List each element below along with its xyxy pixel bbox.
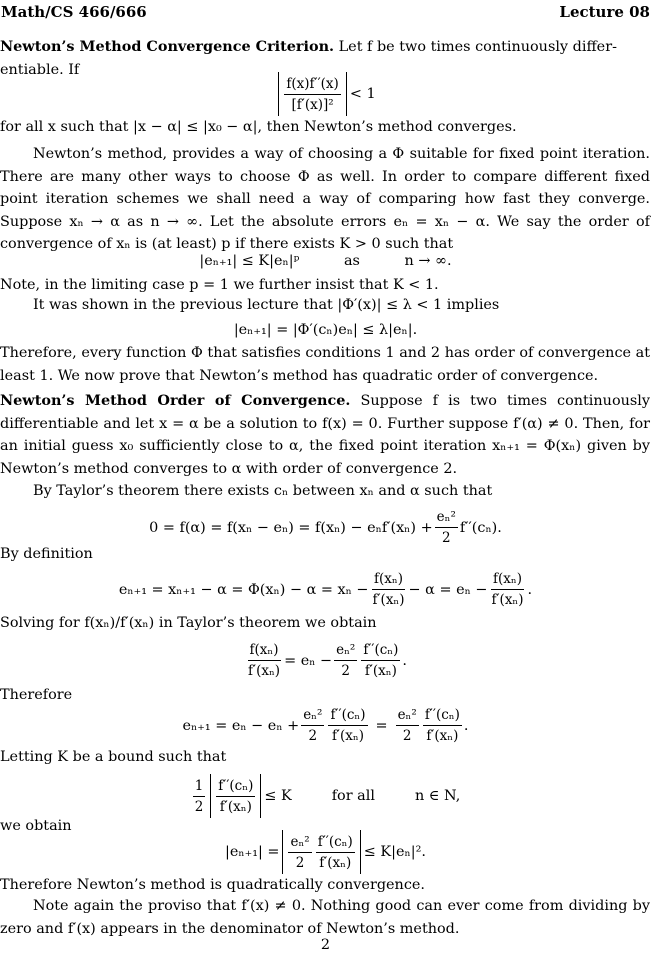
error-def-part-b: − α = eₙ − [408, 581, 488, 598]
taylor-paragraph: By Taylor’s theorem there exists cₙ between xₙ and α such that [33, 483, 493, 499]
order-equation-lhs: |eₙ₊₁| ≤ K|eₙ|ᵖ [199, 253, 300, 269]
error-definition-equation [0, 570, 651, 609]
solved-end: . [402, 652, 407, 669]
bound-frac-num: f′′(cₙ) [216, 777, 255, 797]
course-header: Math/CS 466/666 [1, 3, 147, 21]
recursion-frac2-num: f′′(cₙ) [328, 706, 367, 726]
quadratic-frac1-den: 2 [295, 854, 305, 871]
criterion-equation [0, 72, 651, 122]
bound-forall: for all [331, 788, 375, 804]
error-def-end: . [527, 581, 533, 598]
solved-frac3-num: f′′(cₙ) [361, 641, 400, 661]
order-theorem-title: Newton’s Method Order of Convergence. [0, 392, 351, 409]
solved-mid: = eₙ − [284, 652, 333, 669]
order-theorem-paragraph [0, 390, 650, 480]
order-definition-paragraph: Newton’s method, provides a way of choosing a Φ suitable for fixed point iteration. There are many other ways to choose Φ as well. In order to compare different fixed point iteration schemes we shall need a way of comparing how fast they converge. Suppose xₙ → α as n → ∞. Let the absolute errors eₙ = xₙ − α. We say the order of convergence of xₙ is (at least) p if there exists K > 0 such that [0, 146, 650, 253]
order-equation-as: as [343, 253, 360, 269]
bound-condition: n ∈ N, [414, 788, 461, 804]
bound-half-num: 1 [193, 777, 206, 797]
bound-rhs: ≤ K [264, 788, 292, 804]
order-equation-rhs: n → ∞. [404, 253, 452, 269]
recursion-frac3-num: eₙ² [396, 706, 419, 726]
bound-equation [0, 774, 651, 818]
order-theorem-text: Suppose f is two times continuously differentiable and let x = α be a solution to f(x) = 0. Further suppose f′(α) ≠ 0. Then, for an initial guess x₀ sufficiently close to α, the fixed point iteration xₙ₊₁ = Φ(xₙ) given by Newton’s method converges to α with order of convergence 2. [0, 393, 651, 477]
quadratic-frac2-den: f′(xₙ) [319, 854, 352, 871]
criterion-text-2: entiable. If [0, 61, 80, 78]
taylor-frac-den: 2 [442, 530, 451, 546]
bound-frac-den: f′(xₙ) [219, 798, 252, 815]
error-def-den: f′(xₙ) [372, 592, 405, 608]
recursion-frac2-den: f′(xₙ) [331, 728, 364, 744]
error-def-num: f(xₙ) [372, 570, 405, 590]
quadratic-conclusion: Therefore Newton’s method is quadratically convergence. [0, 877, 425, 893]
limiting-case-note: Note, in the limiting case p = 1 we further insist that K < 1. [0, 277, 439, 293]
quadratic-lhs: |eₙ₊₁| = [225, 844, 280, 860]
taylor-equation [0, 508, 651, 547]
by-definition-label: By definition [0, 546, 93, 562]
recursion-frac4-den: f′(xₙ) [426, 728, 459, 744]
taylor-frac-num: eₙ² [435, 508, 458, 528]
order-equation [0, 251, 651, 271]
recursion-frac1-den: 2 [308, 728, 318, 744]
recursion-frac3-den: 2 [402, 728, 412, 744]
solved-equation [0, 640, 651, 680]
recursion-end: . [463, 717, 469, 734]
solved-frac2-num: eₙ² [334, 641, 357, 661]
solved-frac3-den: f′(xₙ) [364, 663, 397, 679]
contraction-equation: |eₙ₊₁| = |Φ′(cₙ)eₙ| ≤ λ|eₙ|. [233, 322, 418, 338]
solved-frac2-den: 2 [341, 663, 351, 679]
solving-paragraph: Solving for f(xₙ)/f′(xₙ) in Taylor’s theorem we obtain [0, 615, 377, 631]
recursion-lhs: eₙ₊₁ = eₙ − eₙ + [182, 717, 300, 734]
bound-half-den: 2 [194, 798, 204, 815]
criterion-denominator: [f′(x)]² [291, 96, 334, 113]
criterion-rhs: < 1 [349, 86, 376, 102]
criterion-condition: for all x such that |x − α| ≤ |x₀ − α|, then Newton’s method converges. [0, 119, 517, 135]
criterion-numerator: f(x)f′′(x) [284, 75, 340, 95]
recursion-frac1-num: eₙ² [301, 706, 324, 726]
page-number: 2 [320, 937, 331, 953]
recursion-frac4-num: f′′(cₙ) [423, 706, 462, 726]
taylor-lhs: 0 = f(α) = f(xₙ − eₙ) = f(xₙ) − eₙf′(xₙ) + [149, 519, 433, 536]
recursion-equals: = [375, 717, 388, 734]
quadratic-frac2-num: f′′(cₙ) [316, 833, 355, 853]
error-def-den-2: f′(xₙ) [491, 592, 524, 608]
error-recursion-equation [0, 706, 651, 745]
we-obtain-label: we obtain [0, 818, 72, 834]
quadratic-frac1-num: eₙ² [288, 833, 311, 853]
order-at-least-one-paragraph: Therefore, every function Φ that satisfies conditions 1 and 2 has order of convergence at least 1. We now prove that Newton’s method has quadratic order of convergence. [0, 345, 650, 384]
error-def-num-2: f(xₙ) [491, 570, 524, 590]
bound-paragraph: Letting K be a bound such that [0, 749, 227, 765]
criterion-text: Let f be two times continuously differ- [338, 39, 617, 55]
lecture-header: Lecture 08 [559, 3, 650, 21]
therefore-label: Therefore [0, 687, 73, 703]
quadratic-bound-equation [0, 830, 651, 874]
quadratic-rhs: ≤ K|eₙ|². [363, 844, 426, 860]
solved-frac1-num: f(xₙ) [248, 641, 281, 661]
previous-lecture-paragraph: It was shown in the previous lecture that |Φ′(x)| ≤ λ < 1 implies [33, 297, 500, 313]
taylor-rhs: f′′(cₙ). [459, 519, 502, 536]
solved-frac1-den: f′(xₙ) [248, 663, 281, 679]
proviso-paragraph: Note again the proviso that f′(x) ≠ 0. Nothing good can ever come from dividing by zero and f′(x) appears in the denominator of Newton’s method. [0, 898, 650, 937]
criterion-title: Newton’s Method Convergence Criterion. [0, 38, 335, 55]
error-def-part-a: eₙ₊₁ = xₙ₊₁ − α = Φ(xₙ) − α = xₙ − [118, 581, 369, 598]
